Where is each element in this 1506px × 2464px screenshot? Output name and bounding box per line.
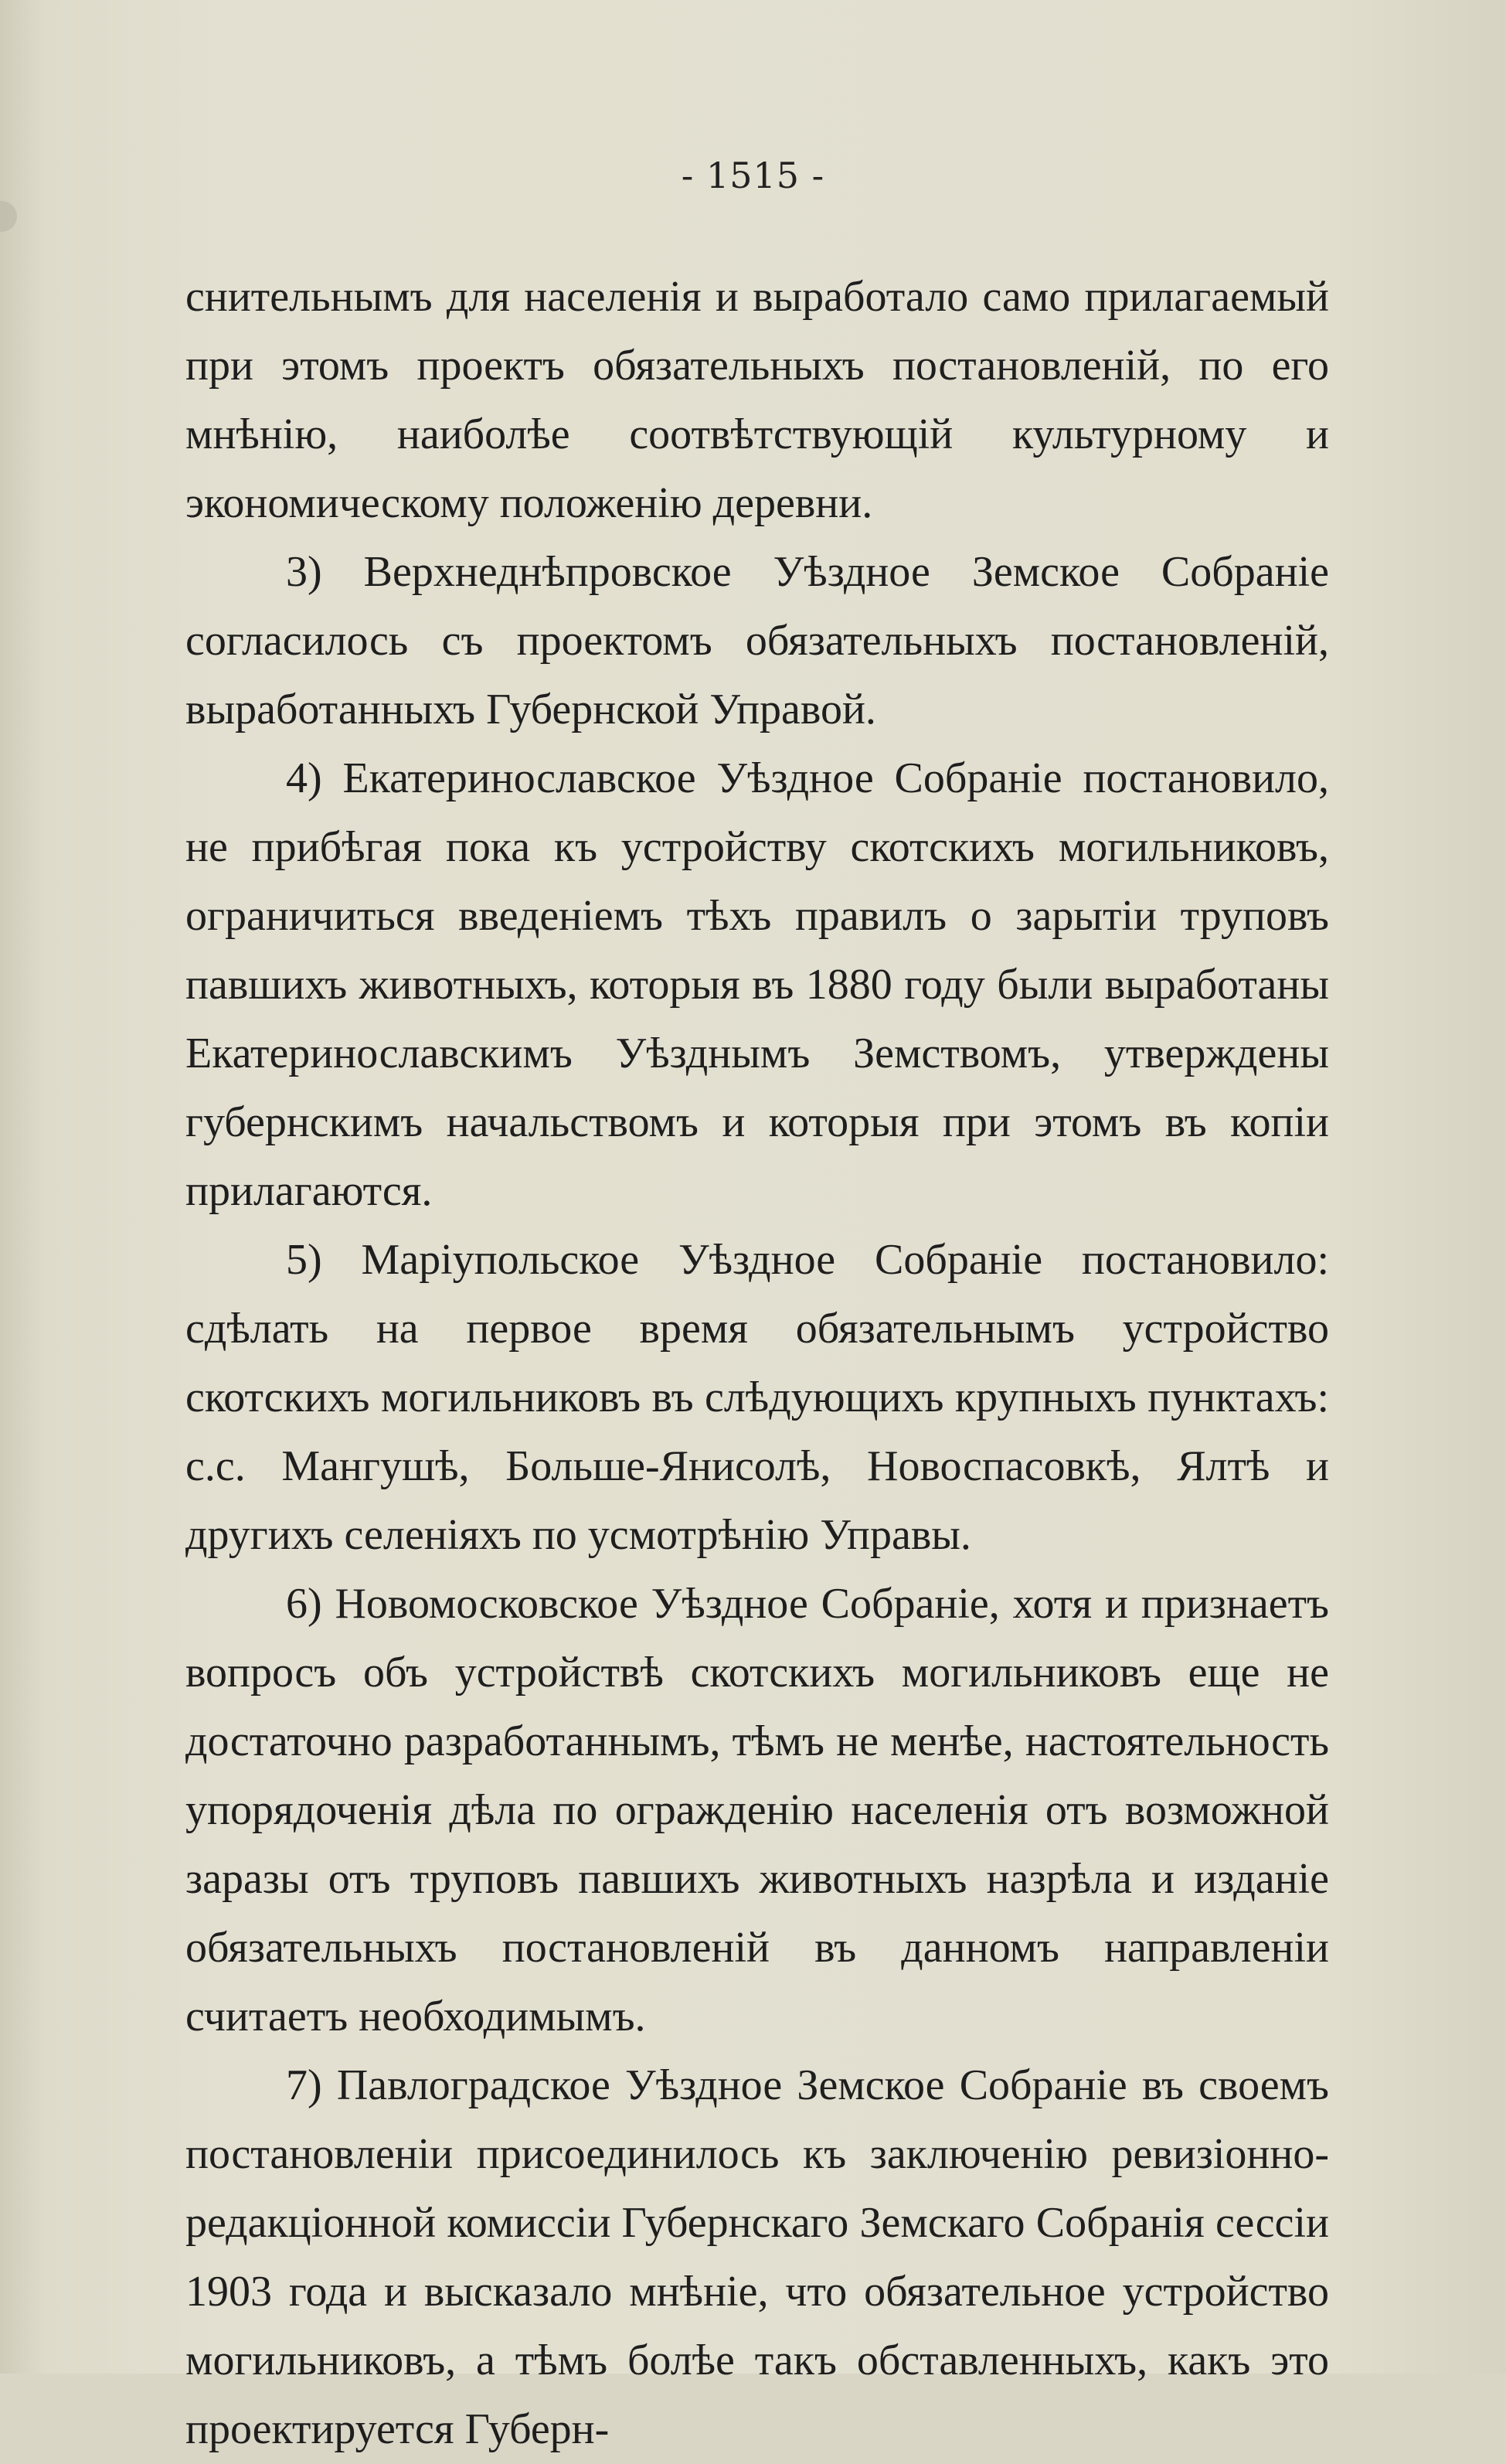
- paragraph-item-5: 5) Маріупольское Уѣздное Собраніе постановило: сдѣлать на первое время обязательнымъ устройство скотскихъ могильниковъ въ слѣдующихъ крупныхъ пунктахъ: с.с. Мангушѣ, Больше-Янисолѣ, Новоспасовкѣ, Ялтѣ и другихъ селеніяхъ по усмотрѣнію Управы.: [185, 1236, 1329, 1559]
- body-text: [185, 263, 1329, 2464]
- paragraph-continuation: снительнымъ для населенія и выработало само прилагаемый при этомъ проектъ обязательныхъ постановленій, по его мнѣнію, наиболѣе соотвѣтствующій культурному и экономическому положенію деревни.: [185, 273, 1329, 527]
- paragraph-item-7: 7) Павлоградское Уѣздное Земское Собраніе въ своемъ постановленіи присоединилось къ заключенію ревизіонно-редакціонной комиссіи Губернскаго Земскаго Собранія сессіи 1903 года и высказало мнѣніе, что обязательное устройство могильниковъ, а тѣмъ болѣе такъ обставленныхъ, какъ это проектируется Губерн-: [185, 2061, 1329, 2453]
- page-number: - 1515 -: [681, 155, 825, 196]
- paragraph-item-3: 3) Верхнеднѣпровское Уѣздное Земское Собраніе согласилось съ проектомъ обязательныхъ постановленій, выработанныхъ Губернской Управой.: [185, 548, 1329, 733]
- paragraph-item-4: 4) Екатеринославское Уѣздное Собраніе постановило, не прибѣгая пока къ устройству скотскихъ могильниковъ, ограничиться введеніемъ тѣхъ правилъ о зарытіи труповъ павшихъ животныхъ, которыя въ 1880 году были выработаны Екатеринославскимъ Уѣзднымъ Земствомъ, утверждены губернскимъ начальствомъ и которыя при этомъ въ копіи прилагаются.: [185, 754, 1329, 1215]
- paragraph-item-6: 6) Новомосковское Уѣздное Собраніе, хотя и признаетъ вопросъ объ устройствѣ скотскихъ могильниковъ еще не достаточно разработаннымъ, тѣмъ не менѣе, настоятельность упорядоченія дѣла по огражденію населенія отъ возможной заразы отъ труповъ павшихъ животныхъ назрѣла и изданіе обязательныхъ постановленій въ данномъ направленіи считаетъ необходимымъ.: [185, 1580, 1329, 2040]
- page-edge-mark: [0, 201, 17, 232]
